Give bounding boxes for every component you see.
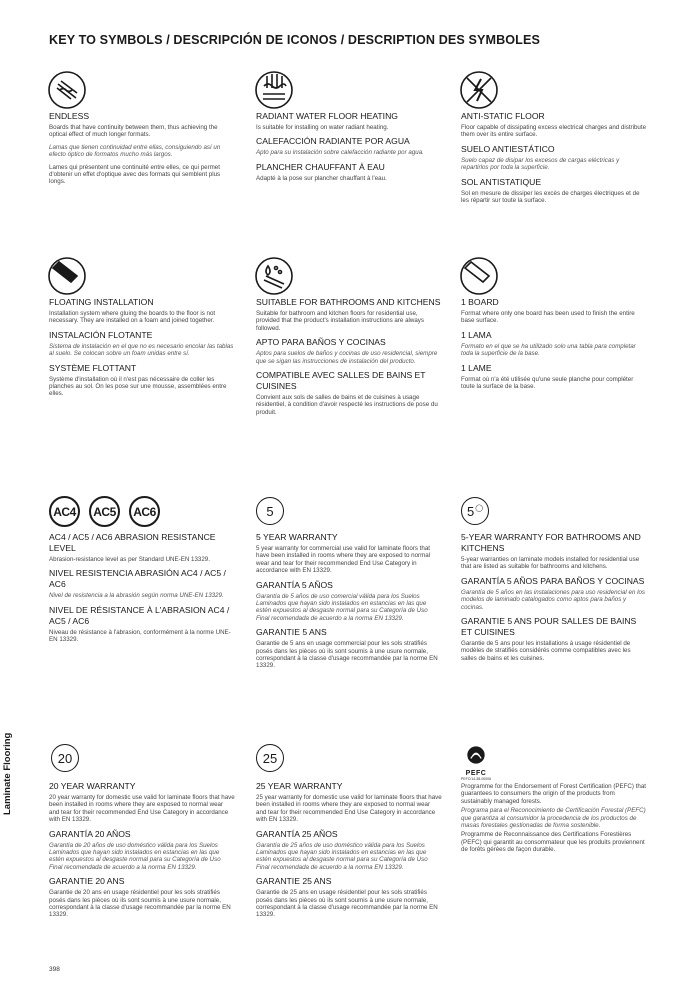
- endless-text-en: Boards that have continuity between them, thus achieving the optical effect of much longer formats.: [49, 124, 218, 139]
- oneboard-text-es: Formato en el que se ha utilizado solo una tabla para completar toda la superficie de la base.: [461, 342, 636, 358]
- pefc-text-en: Programme for the Endorsement of Forest Certification (PEFC) that guarantees to consumers the origin of the products from sustainably managed forests.: [461, 783, 647, 805]
- radiant-title-es: CALEFACCIÓN RADIANTE POR AGUA: [256, 136, 410, 147]
- warranty5-block: [256, 532, 442, 670]
- antistatic-text-es: Suelo capaz de disipar los excesos de cargas eléctricas y repartirlos por toda la superficie.: [461, 156, 620, 172]
- warranty5-text-es: Garantía de 5 años de uso comercial válida para los Suelos Laminados que hayan sido instalados en estancias en las que estén expuestos al desgaste normal para su Categoría de Uso Final recomendada de acuerdo a la norma EN 13329.: [256, 592, 428, 622]
- radiant-title-en: RADIANT WATER FLOOR HEATING: [256, 111, 398, 121]
- one-board-icon: [459, 256, 499, 296]
- antistatic-block: [461, 111, 647, 204]
- abrasion-title-es: NIVEL RESISTENCIA ABRASIÓN AC4 / AC5 / AC6: [49, 568, 226, 590]
- warranty20-title-es: GARANTÍA 20 AÑOS: [49, 828, 131, 839]
- endless-title: ENDLESS: [49, 111, 90, 121]
- floating-title-es: INSTALACIÓN FLOTANTE: [49, 329, 153, 340]
- abrasion-text-es: Nivel de resistencia a la abrasión según norma UNE-EN 13329.: [49, 592, 224, 600]
- endless-text-es: Lamas que tienen continuidad entre ellas, consiguiendo así un efecto óptico de formatos mucho más largos.: [49, 143, 221, 159]
- abrasion-block: [49, 532, 235, 644]
- floating-text-en: Installation system where gluing the boards to the floor is not necessary. They are installed on a foam and joined together.: [49, 310, 216, 325]
- bathrooms-text-es: Aptos para suelos de baños y cocinas de uso residencial, siempre que se sigan las instrucciones de instalación del producto.: [256, 350, 438, 365]
- warranty5-title-fr: GARANTIE 5 ANS: [256, 627, 327, 638]
- floating-text-es: Sistema de instalación en el que no es necesario encolar las tablas al suelo. Se colocan sobre un foam unidas entre sí.: [49, 342, 234, 358]
- pefc-block: [461, 781, 647, 854]
- warranty-20-badge: [51, 744, 79, 772]
- warranty5bath-text-es: Garantía de 5 años en las instalaciones para uso residencial en los modelos de laminado catalogados como aptos para baños y cocinas.: [461, 588, 646, 611]
- warranty20-title-en: 20 YEAR WARRANTY: [49, 781, 136, 791]
- warranty-25-number: 25: [262, 750, 278, 766]
- warranty20-text-en: 20 year warranty for domestic use valid for laminate floors that have been installed in rooms where they are exposed to normal wear and tear for their recommended End Use Category in accordance with EN 13329.: [49, 794, 235, 824]
- warranty25-text-fr: Garantie de 25 ans en usage résidentiel pour les sols stratifiés posés dans les pièces où ils sont soumis à une usure normale, correspondant à la classe d'usage recommandée par la norme EN 13329.: [256, 889, 438, 919]
- warranty5bath-title-fr: GARANTIE 5 ANS POUR SALLES DE BAINS ET CUISINES: [461, 616, 637, 638]
- warranty-5-number: 5: [266, 503, 274, 519]
- oneboard-title-fr: 1 LAME: [461, 362, 492, 373]
- bathroom-kitchen-icon: [254, 256, 294, 296]
- ac6-badge: AC6: [129, 496, 160, 527]
- radiant-title-fr: PLANCHER CHAUFFANT À EAU: [256, 161, 385, 172]
- abrasion-text-fr: Niveau de résistance à l'abrasion, conformément à la norme UNE-EN 13329.: [49, 628, 231, 644]
- warranty25-title-en: 25 YEAR WARRANTY: [256, 781, 343, 791]
- pefc-logo: [459, 745, 493, 781]
- warranty20-title-fr: GARANTIE 20 ANS: [49, 876, 125, 887]
- antistatic-text-en: Floor capable of dissipating excess electrical charges and distribute them over its entire surface.: [461, 124, 647, 139]
- warranty5bath-text-en: 5-year warranties on laminate models installed for residential use that are listed as suitable for bathrooms and kitchens.: [461, 556, 640, 571]
- floating-block: [49, 297, 235, 398]
- radiant-text-fr: Adapté à la pose sur plancher chauffant à l'eau.: [256, 174, 387, 182]
- endless-text-fr: Lames qui présentent une continuité entre elles, ce qui permet d'obtenir un effet d'optique avec des formats qui semblent plus longs.: [49, 163, 221, 186]
- abrasion-badges: [49, 496, 160, 527]
- bathrooms-text-fr: Convient aux sols de salles de bains et de cuisines à usage résidentiel, à condition d'avoir respecté les instructions de pose du produit.: [256, 394, 438, 416]
- oneboard-text-fr: Format où n'a été utilisée qu'une seule planche pour compléter toute la surface de la base.: [461, 375, 634, 391]
- pefc-text-fr: Programme de Reconnaissance des Certifications Forestières (PEFC) qui garantit au consommateur que les produits proviennent de forêts gérées de façon durable.: [461, 831, 645, 854]
- bathrooms-title-en: SUITABLE FOR BATHROOMS AND KITCHENS: [256, 297, 441, 307]
- abrasion-title-en: AC4 / AC5 / AC6 ABRASION RESISTANCE LEVEL: [49, 532, 216, 553]
- pefc-logo-sub: PEFC/14-38-00006: [460, 777, 492, 781]
- floating-title-fr: SYSTÈME FLOTTANT: [49, 362, 137, 373]
- drop-icon: ◯: [475, 505, 484, 512]
- bathrooms-title-fr: COMPATIBLE AVEC SALLES DE BAINS ET CUISINES: [256, 370, 426, 392]
- abrasion-text-en: Abrasion-resistance level as per Standard UNE-EN 13329.: [49, 556, 210, 563]
- warranty5-text-fr: Garantie de 5 ans en usage commercial pour les sols stratifiés posés dans les pièces où ils sont soumis à une usure normale, correspondant à la classe d'usage recommandée par la norme EN 13329.: [256, 640, 438, 670]
- pefc-text-es: Programa para el Reconocimiento de Certificación Forestal (PEFC) que garantiza al consumidor la procedencia de los productos de masas forestales gestionadas de forma sostenible.: [461, 807, 646, 830]
- page-title: KEY TO SYMBOLS / DESCRIPCIÓN DE ICONOS / DESCRIPTION DES SYMBOLES: [49, 33, 540, 47]
- floating-title-en: FLOATING INSTALLATION: [49, 297, 154, 307]
- warranty20-text-es: Garantía de 20 años de uso doméstico válida para los Suelos Laminados que hayan sido instalados en estancias en las que estén expuestos al desgaste normal para su Categoría de Uso Final recomendada de acuerdo a la norma EN 13329.: [49, 841, 221, 871]
- warranty-20-number: 20: [57, 750, 73, 766]
- anti-static-icon: [459, 70, 499, 110]
- antistatic-title-fr: SOL ANTISTATIQUE: [461, 176, 542, 187]
- warranty5bath-block: [461, 532, 647, 662]
- pefc-logo-text: PEFC: [465, 770, 487, 777]
- bathrooms-text-en: Suitable for bathroom and kitchen floors for residential use, provided that the product's installation instructions are always followed.: [256, 310, 424, 332]
- warranty25-text-en: 25 year warranty for domestic use valid for laminate floors that have been installed in rooms where they are exposed to normal wear and tear for their recommended End Use Category in accordance with EN 13329.: [256, 794, 442, 824]
- warranty-5-bath-number: 5: [466, 503, 475, 519]
- antistatic-title-en: ANTI-STATIC FLOOR: [461, 111, 545, 121]
- side-label: Laminate Flooring: [2, 732, 13, 815]
- warranty20-block: [49, 781, 235, 919]
- endless-block: [49, 111, 235, 186]
- abrasion-title-fr: NIVEL DE RÉSISTANCE À L'ABRASION AC4 / AC5 / AC6: [49, 604, 230, 626]
- warranty5-text-en: 5 year warranty for commercial use valid for laminate floors that have been installed in rooms where they are exposed to normal wear and tear for their recommended End Use Category in accordance with EN 13329.: [256, 545, 431, 575]
- warranty5-title-en: 5 YEAR WARRANTY: [256, 532, 338, 542]
- warranty5bath-title-en: 5-YEAR WARRANTY FOR BATHROOMS AND KITCHENS: [461, 532, 641, 553]
- warranty-25-badge: [256, 744, 284, 772]
- bathrooms-block: [256, 297, 442, 416]
- warranty5-title-es: GARANTÍA 5 AÑOS: [256, 579, 333, 590]
- oneboard-block: [461, 297, 647, 390]
- radiant-text-es: Apto para su instalación sobre calefacción radiante por agua.: [256, 149, 424, 157]
- warranty25-title-es: GARANTÍA 25 AÑOS: [256, 828, 338, 839]
- warranty25-block: [256, 781, 442, 919]
- ac4-badge: AC4: [49, 496, 80, 527]
- endless-icon: [47, 70, 87, 110]
- warranty25-text-es: Garantía de 25 años de uso doméstico válida para los Suelos Laminados que hayan sido instalados en estancias en las que estén expuestos al desgaste normal para su Categoría de Uso Final recomendada de acuerdo a la norma EN 13329.: [256, 841, 428, 871]
- warranty25-title-fr: GARANTIE 25 ANS: [256, 876, 332, 887]
- pefc-tree-icon: [463, 745, 489, 765]
- warranty5bath-text-fr: Garantie de 5 ans pour les installations à usage résidentiel de modèles de stratifiés considérés comme compatibles avec les salles de bains et les cuisines.: [461, 640, 631, 662]
- antistatic-text-fr: Sol en mesure de dissiper les excès de charges électriques et de les répartir sur toute la surface.: [461, 189, 640, 205]
- oneboard-title-en: 1 BOARD: [461, 297, 499, 307]
- page-number: 398: [49, 966, 60, 973]
- warranty-5-bath-badge: [461, 497, 489, 525]
- oneboard-title-es: 1 LAMA: [461, 329, 492, 340]
- antistatic-title-es: SUELO ANTIESTÁTICO: [461, 143, 555, 154]
- warranty20-text-fr: Garantie de 20 ans en usage résidentiel pour les sols stratifiés posés dans les pièces où ils sont soumis à une usure normale, correspondant à la classe d'usage recommandée par la norme EN 13329.: [49, 889, 231, 919]
- oneboard-text-en: Format where only one board has been used to finish the entire base surface.: [461, 310, 635, 325]
- warranty-5-badge: [256, 497, 284, 525]
- radiant-text-en: Is suitable for installing on water radiant heating.: [256, 124, 389, 131]
- floating-installation-icon: [47, 256, 87, 296]
- radiant-heating-icon: [254, 70, 294, 110]
- warranty5bath-title-es: GARANTÍA 5 AÑOS PARA BAÑOS Y COCINAS: [461, 575, 645, 586]
- floating-text-fr: Système d'installation où il n'est pas nécessaire de coller les planches au sol. On les pose sur une mousse, assemblées entre elles.: [49, 375, 227, 398]
- radiant-block: [256, 111, 442, 182]
- ac5-badge: AC5: [89, 496, 120, 527]
- bathrooms-title-es: APTO PARA BAÑOS Y COCINAS: [256, 337, 386, 348]
